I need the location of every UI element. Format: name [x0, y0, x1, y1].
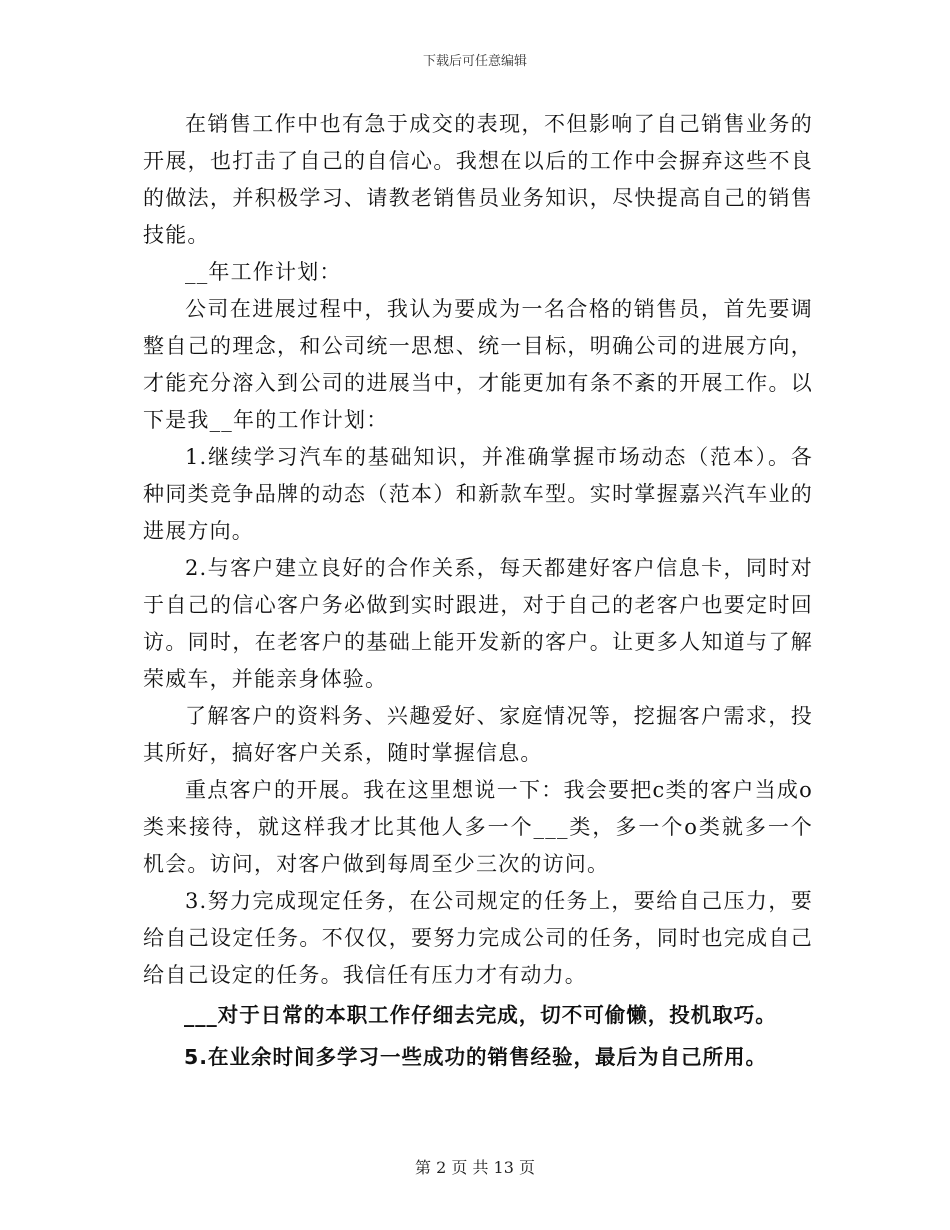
paragraph-item-5: 5.在业余时间多学习一些成功的销售经验，最后为自己所用。: [184, 1045, 768, 1069]
paragraph-item-1: 1.继续学习汽车的基础知识，并准确掌握市场动态（范本）。各种同类竞争品牌的动态（范本）和新款车型。实时掌握嘉兴汽车业的进展方向。: [143, 445, 813, 543]
page-footer: 第 2 页 共 13 页: [415, 1158, 535, 1177]
paragraph-sales-reflection: 在销售工作中也有急于成交的表现，不但影响了自己销售业务的开展，也打击了自己的自信心。我想在以后的工作中会摒弃这些不良的做法，并积极学习、请教老销售员业务知识，尽快提高自己的销售技能。: [143, 112, 813, 247]
paragraph-item-4: ___对于日常的本职工作仔细去完成，切不可偷懒，投机取巧。: [184, 1003, 777, 1027]
paragraph-key-customers: 重点客户的开展。我在这里想说一下：我会要把c类的客户当成o类来接待，就这样我才比其他人多一个___类，多一个o类就多一个机会。访问，对客户做到每周至少三次的访问。: [143, 778, 813, 876]
paragraph-customer-info: 了解客户的资料务、兴趣爱好、家庭情况等，挖掘客户需求，投其所好，搞好客户关系，随时掌握信息。: [143, 704, 813, 765]
paragraph-item-2: 2.与客户建立良好的合作关系，每天都建好客户信息卡，同时对于自己的信心客户务必做到实时跟进，对于自己的老客户也要定时回访。同时，在老客户的基础上能开发新的客户。让更多人知道与了解荣威车，并能亲身体验。: [143, 556, 813, 691]
paragraph-plan-intro: 公司在进展过程中，我认为要成为一名合格的销售员，首先要调整自己的理念，和公司统一思想、统一目标，明确公司的进展方向，才能充分溶入到公司的进展当中，才能更加有条不紊的开展工作。以下是我__年的工作计划：: [143, 297, 813, 432]
document-body: [143, 106, 813, 1078]
paragraph-plan-heading: __年工作计划：: [185, 260, 342, 284]
paragraph-item-3: 3.努力完成现定任务，在公司规定的任务上，要给自己压力，要给自己设定任务。不仅仅，要努力完成公司的任务，同时也完成自己给自己设定的任务。我信任有压力才有动力。: [143, 889, 813, 987]
page-header: 下载后可任意编辑: [422, 54, 527, 69]
